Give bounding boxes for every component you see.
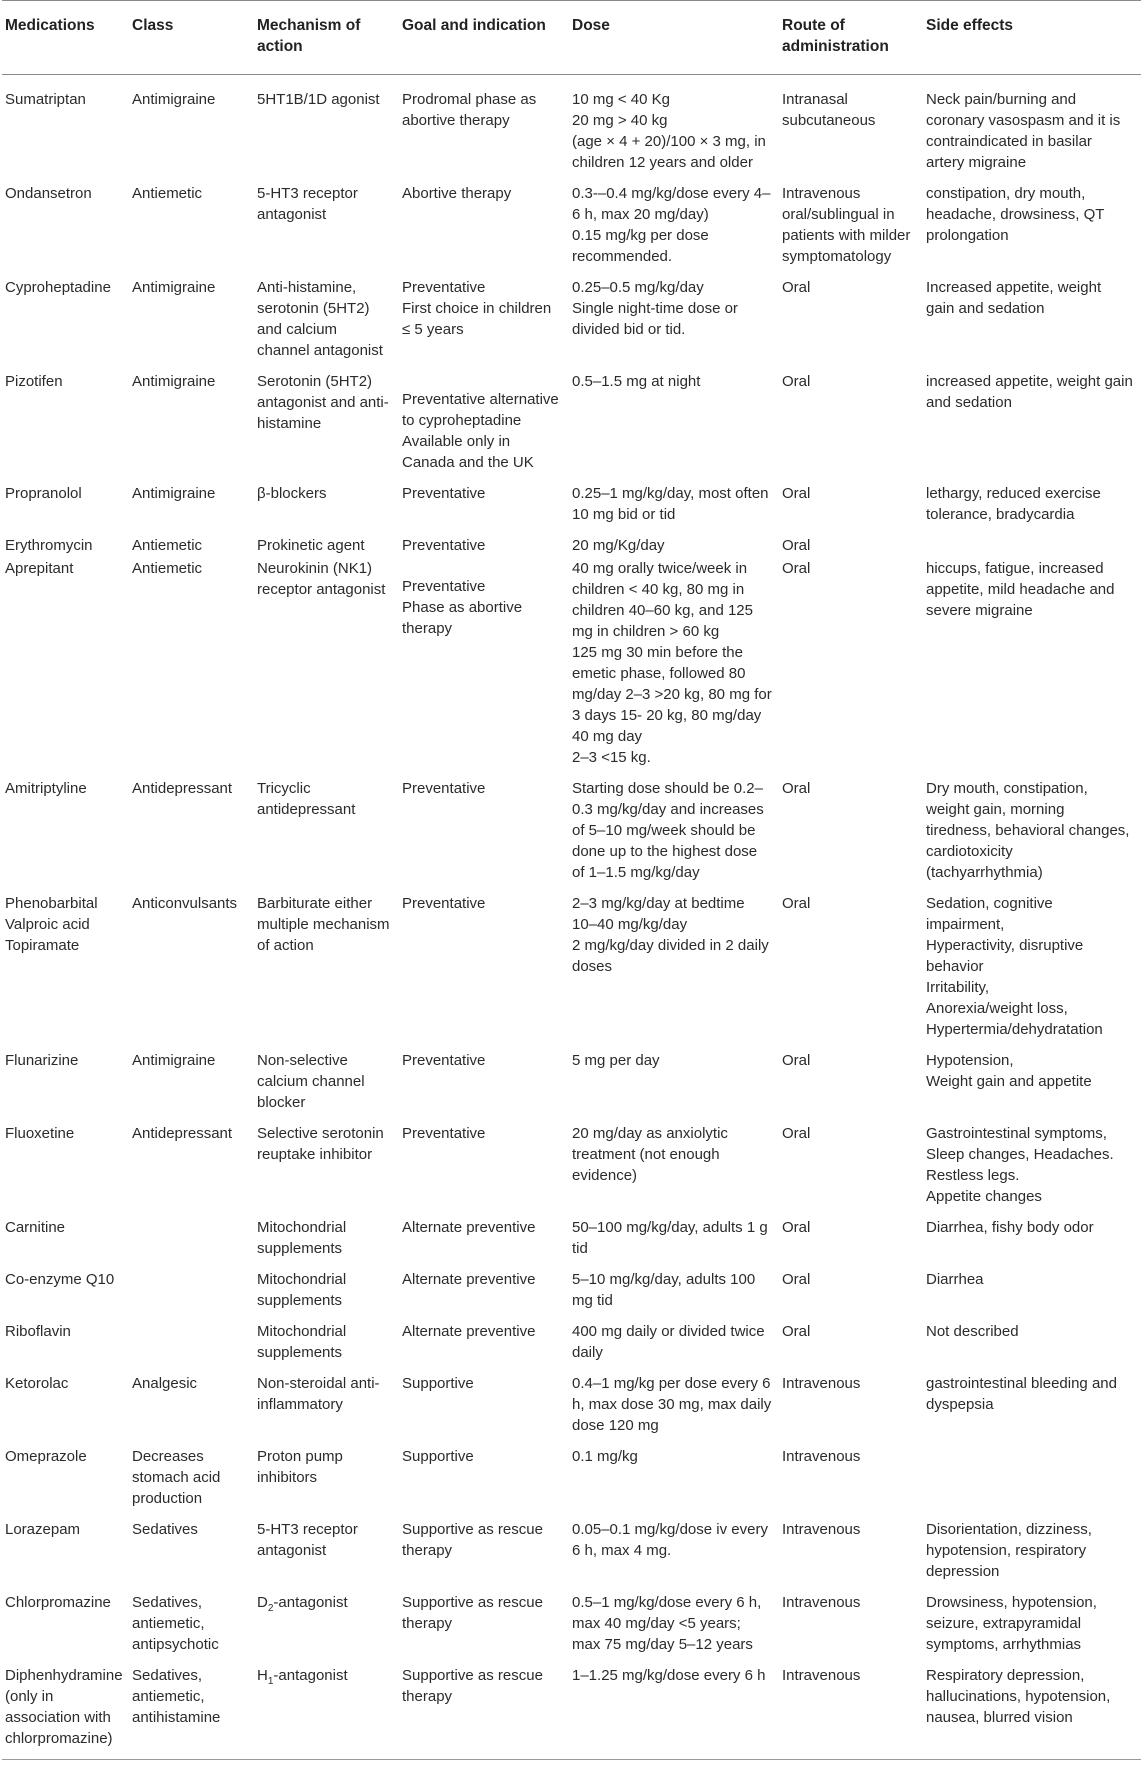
route-cell-text: Oral	[782, 1271, 811, 1288]
table-row	[2, 173, 1141, 267]
goal-cell-text: Supportive	[402, 1375, 474, 1392]
dose-cell-text: 2–3 mg/kg/day at bedtime 10–40 mg/kg/day 2 mg/kg/day divided in 2 daily doses	[572, 895, 769, 975]
goal-cell-text: Prodromal phase as abortive therapy	[402, 91, 537, 129]
mechanism-cell	[255, 75, 400, 174]
goal-cell-text: Alternate preventive	[402, 1219, 536, 1236]
goal-cell-text: Alternate preventive	[402, 1271, 536, 1288]
side-effects-cell	[924, 1207, 1141, 1259]
medication-cell-text: Flunarizine	[5, 1052, 79, 1069]
mechanism-cell	[255, 1363, 400, 1436]
goal-cell	[400, 883, 570, 1040]
side-effects-cell-text: constipation, dry mouth, headache, drowsiness, QT prolongation	[926, 185, 1105, 244]
class-cell	[130, 525, 255, 556]
route-cell	[780, 1436, 924, 1509]
class-cell	[130, 1207, 255, 1259]
goal-cell	[400, 473, 570, 525]
side-effects-cell-text: Not described	[926, 1323, 1019, 1340]
mechanism-cell	[255, 473, 400, 525]
dose-cell	[570, 473, 780, 525]
dose-cell	[570, 1436, 780, 1509]
class-cell-text: Antimigraine	[132, 373, 216, 390]
table-row	[2, 1259, 1141, 1311]
class-cell-text: Anticonvulsants	[132, 895, 238, 912]
table-row	[2, 1436, 1141, 1509]
route-cell	[780, 267, 924, 361]
medication-cell-text: Fluoxetine	[5, 1125, 75, 1142]
medication-cell	[2, 75, 130, 174]
class-cell-text: Decreases stomach acid production	[132, 1448, 221, 1507]
dose-cell-text: 40 mg orally twice/week in children < 40 kg, 80 mg in children 40–60 kg, and 125 mg in children > 60 kg 125 mg 30 min before the emetic phase, followed 80 mg/day 2–3 >20 kg, 80 mg for 3 days 15- 20 kg, 80 mg/day 40 mg day 2–3 <15 kg.	[572, 560, 772, 766]
mechanism-cell	[255, 1436, 400, 1509]
goal-cell-text: Preventative First choice in children ≤ 5 years	[402, 279, 552, 338]
class-cell	[130, 883, 255, 1040]
side-effects-cell-text: Sedation, cognitive impairment, Hyperactivity, disruptive behavior Irritability, Anorexia/weight loss, Hypertermia/dehydratation	[926, 895, 1103, 1038]
goal-cell	[400, 267, 570, 361]
medication-cell	[2, 1113, 130, 1207]
mechanism-cell-text: Non-selective calcium channel blocker	[257, 1052, 365, 1111]
class-cell	[130, 1040, 255, 1113]
goal-cell-text: Abortive therapy	[402, 185, 512, 202]
class-cell-text: Antimigraine	[132, 1052, 216, 1069]
route-cell	[780, 473, 924, 525]
mechanism-cell	[255, 1509, 400, 1582]
dose-cell-text: 400 mg daily or divided twice daily	[572, 1323, 765, 1361]
mechanism-cell	[255, 768, 400, 883]
header-row	[2, 1, 1141, 75]
dose-cell-text: 20 mg/day as anxiolytic treatment (not enough evidence)	[572, 1125, 728, 1184]
goal-cell-text: Preventative	[402, 895, 486, 912]
goal-cell	[400, 75, 570, 174]
class-cell	[130, 1655, 255, 1760]
mechanism-cell-text: $H_1$-antagonist	[257, 1667, 348, 1687]
mechanism-cell-text: Anti-histamine, serotonin (5HT2) and calcium channel antagonist	[257, 279, 383, 359]
route-cell-text: Oral	[782, 780, 811, 797]
table-row	[2, 361, 1141, 473]
dose-cell	[570, 1207, 780, 1259]
medication-cell-text: Omeprazole	[5, 1448, 87, 1465]
mechanism-cell	[255, 1655, 400, 1760]
medication-cell-text: Lorazepam	[5, 1521, 81, 1538]
route-cell	[780, 1259, 924, 1311]
mechanism-cell	[255, 1040, 400, 1113]
dose-cell	[570, 361, 780, 473]
route-cell	[780, 173, 924, 267]
mechanism-cell	[255, 1207, 400, 1259]
dose-cell	[570, 1655, 780, 1760]
route-cell	[780, 75, 924, 174]
dose-cell	[570, 1113, 780, 1207]
medication-cell	[2, 173, 130, 267]
route-cell-text: Intravenous	[782, 1448, 861, 1465]
goal-cell	[400, 1363, 570, 1436]
mechanism-cell-text: Serotonin (5HT2) antagonist and anti-histamine	[257, 373, 389, 432]
table-row	[2, 75, 1141, 174]
class-cell	[130, 1509, 255, 1582]
goal-cell-text: Preventative Phase as abortive therapy	[402, 578, 523, 637]
route-cell	[780, 883, 924, 1040]
mechanism-cell	[255, 1582, 400, 1655]
mechanism-cell-text: Prokinetic agent	[257, 537, 365, 554]
dose-cell	[570, 768, 780, 883]
side-effects-cell	[924, 1259, 1141, 1311]
header-goal: Goal and indication	[400, 1, 570, 75]
route-cell-text: Intravenous	[782, 1375, 861, 1392]
mechanism-cell-text: β-blockers	[257, 485, 327, 502]
medication-cell	[2, 473, 130, 525]
goal-cell	[400, 1311, 570, 1363]
side-effects-cell	[924, 1582, 1141, 1655]
header-route: Route of administration	[780, 1, 924, 75]
side-effects-cell	[924, 173, 1141, 267]
table-row	[2, 1113, 1141, 1207]
side-effects-cell	[924, 1363, 1141, 1436]
side-effects-cell	[924, 1655, 1141, 1760]
class-cell	[130, 1582, 255, 1655]
dose-cell-text: 0.4–1 mg/kg per dose every 6 h, max dose 30 mg, max daily dose 120 mg	[572, 1375, 772, 1434]
route-cell-text: Intravenous oral/sublingual in patients with milder symptomatology	[782, 185, 911, 265]
side-effects-cell	[924, 1509, 1141, 1582]
table-row	[2, 556, 1141, 768]
table-row	[2, 1040, 1141, 1113]
mechanism-cell-text: 5-HT3 receptor antagonist	[257, 1521, 358, 1559]
route-cell-text: Oral	[782, 279, 811, 296]
goal-cell	[400, 1436, 570, 1509]
mechanism-cell	[255, 883, 400, 1040]
dose-cell-text: 0.5–1 mg/kg/dose every 6 h, max 40 mg/day <5 years; max 75 mg/day 5–12 years	[572, 1594, 762, 1653]
side-effects-cell	[924, 883, 1141, 1040]
dose-cell-text: 5–10 mg/kg/day, adults 100 mg tid	[572, 1271, 756, 1309]
side-effects-cell-text: Dry mouth, constipation, weight gain, morning tiredness, behavioral changes, cardiotoxicity (tachyarrhythmia)	[926, 780, 1130, 881]
dose-cell-text: 0.5–1.5 mg at night	[572, 373, 701, 390]
goal-cell	[400, 556, 570, 768]
mechanism-cell	[255, 173, 400, 267]
medication-cell-text: Co-enzyme Q10	[5, 1271, 115, 1288]
dose-cell	[570, 1582, 780, 1655]
class-cell-text: Sedatives, antiemetic, antihistamine	[132, 1667, 221, 1726]
route-cell-text: Oral	[782, 1052, 811, 1069]
side-effects-cell-text: Diarrhea, fishy body odor	[926, 1219, 1094, 1236]
side-effects-cell	[924, 525, 1141, 556]
medication-cell-text: Sumatriptan	[5, 91, 86, 108]
goal-cell	[400, 361, 570, 473]
goal-cell	[400, 1259, 570, 1311]
goal-cell-text: Preventative	[402, 485, 486, 502]
dose-cell-text: 0.1 mg/kg	[572, 1448, 638, 1465]
goal-cell	[400, 1655, 570, 1760]
medication-cell-text: Aprepitant	[5, 560, 74, 577]
class-cell	[130, 1259, 255, 1311]
mechanism-cell	[255, 267, 400, 361]
route-cell-text: Intranasal subcutaneous	[782, 91, 876, 129]
table-row	[2, 1207, 1141, 1259]
table-row	[2, 1311, 1141, 1363]
header-dose: Dose	[570, 1, 780, 75]
medication-cell	[2, 1311, 130, 1363]
dose-cell	[570, 1363, 780, 1436]
class-cell	[130, 1436, 255, 1509]
class-cell	[130, 267, 255, 361]
route-cell	[780, 1311, 924, 1363]
route-cell-text: Oral	[782, 895, 811, 912]
dose-cell-text: 0.25–1 mg/kg/day, most often 10 mg bid or tid	[572, 485, 769, 523]
dose-cell-text: 0.25–0.5 mg/kg/day Single night-time dose or divided bid or tid.	[572, 279, 738, 338]
medication-cell	[2, 1363, 130, 1436]
header-medications: Medications	[2, 1, 130, 75]
goal-cell	[400, 1113, 570, 1207]
class-cell	[130, 768, 255, 883]
goal-cell	[400, 1207, 570, 1259]
medication-cell-text: Ketorolac	[5, 1375, 69, 1392]
table-body	[2, 75, 1141, 1760]
route-cell-text: Oral	[782, 1323, 811, 1340]
class-cell-text: Antidepressant	[132, 1125, 233, 1142]
class-cell-text: Antimigraine	[132, 91, 216, 108]
dose-cell-text: 1–1.25 mg/kg/dose every 6 h	[572, 1667, 766, 1684]
medication-cell	[2, 883, 130, 1040]
medication-cell-text: Carnitine	[5, 1219, 66, 1236]
side-effects-cell	[924, 361, 1141, 473]
medication-cell-text: Riboflavin	[5, 1323, 71, 1340]
medication-cell-text: Propranolol	[5, 485, 82, 502]
table-row	[2, 768, 1141, 883]
side-effects-cell-text: Diarrhea	[926, 1271, 984, 1288]
medication-cell	[2, 1040, 130, 1113]
dose-cell-text: 0.3-–0.4 mg/kg/dose every 4–6 h, max 20 mg/day) 0.15 mg/kg per dose recommended.	[572, 185, 771, 265]
route-cell	[780, 556, 924, 768]
medication-cell	[2, 556, 130, 768]
medication-cell	[2, 267, 130, 361]
table-row	[2, 473, 1141, 525]
dose-cell	[570, 1311, 780, 1363]
table-row	[2, 1655, 1141, 1760]
mechanism-cell-text: Tricyclic antidepressant	[257, 780, 356, 818]
side-effects-cell-text: Drowsiness, hypotension, seizure, extrapyramidal symptoms, arrhythmias	[926, 1594, 1097, 1653]
side-effects-cell	[924, 768, 1141, 883]
class-cell	[130, 1363, 255, 1436]
goal-cell-text: Preventative	[402, 537, 486, 554]
mechanism-cell-text: Mitochondrial supplements	[257, 1323, 347, 1361]
goal-cell	[400, 525, 570, 556]
table-row	[2, 1582, 1141, 1655]
class-cell-text: Analgesic	[132, 1375, 198, 1392]
goal-cell-text: Alternate preventive	[402, 1323, 536, 1340]
medication-cell	[2, 768, 130, 883]
goal-cell	[400, 1040, 570, 1113]
medication-cell-text: Cyproheptadine	[5, 279, 111, 296]
class-cell-text: Antiemetic	[132, 185, 203, 202]
route-cell	[780, 1655, 924, 1760]
dose-cell	[570, 75, 780, 174]
medication-cell-text: Ondansetron	[5, 185, 92, 202]
mechanism-cell-text: 5-HT3 receptor antagonist	[257, 185, 358, 223]
side-effects-cell	[924, 75, 1141, 174]
header-mechanism: Mechanism of action	[255, 1, 400, 75]
dose-cell	[570, 173, 780, 267]
table-row	[2, 883, 1141, 1040]
class-cell-text: Antimigraine	[132, 485, 216, 502]
dose-cell	[570, 1509, 780, 1582]
mechanism-cell-text: Barbiturate either multiple mechanism of action	[257, 895, 390, 954]
dose-cell-text: 50–100 mg/kg/day, adults 1 g tid	[572, 1219, 768, 1257]
goal-cell-text: Preventative	[402, 780, 486, 797]
side-effects-cell-text: Neck pain/burning and coronary vasospasm and it is contraindicated in basilar artery migraine	[926, 91, 1121, 171]
header-class: Class	[130, 1, 255, 75]
goal-cell-text: Supportive as rescue therapy	[402, 1521, 543, 1559]
medication-cell-text: Phenobarbital Valproic acid Topiramate	[5, 895, 98, 954]
route-cell	[780, 525, 924, 556]
class-cell	[130, 75, 255, 174]
side-effects-cell-text: increased appetite, weight gain and sedation	[926, 373, 1133, 411]
class-cell-text: Sedatives, antiemetic, antipsychotic	[132, 1594, 219, 1653]
class-cell-text: Antimigraine	[132, 279, 216, 296]
goal-cell-text: Preventative alternative to cyproheptadine Available only in Canada and the UK	[402, 391, 559, 471]
dose-cell	[570, 267, 780, 361]
route-cell	[780, 1582, 924, 1655]
header-side-effects: Side effects	[924, 1, 1141, 75]
dose-cell	[570, 1259, 780, 1311]
goal-cell	[400, 1582, 570, 1655]
goal-cell-text: Supportive	[402, 1448, 474, 1465]
class-cell	[130, 556, 255, 768]
medication-cell	[2, 1207, 130, 1259]
mechanism-cell	[255, 361, 400, 473]
goal-cell-text: Supportive as rescue therapy	[402, 1594, 543, 1632]
table-row	[2, 267, 1141, 361]
route-cell	[780, 768, 924, 883]
dose-cell-text: 5 mg per day	[572, 1052, 660, 1069]
side-effects-cell-text: Gastrointestinal symptoms, Sleep changes, Headaches. Restless legs. Appetite changes	[926, 1125, 1114, 1205]
route-cell	[780, 361, 924, 473]
dose-cell	[570, 525, 780, 556]
goal-cell	[400, 173, 570, 267]
medication-cell	[2, 525, 130, 556]
mechanism-cell-text: Neurokinin (NK1) receptor antagonist	[257, 560, 386, 598]
dose-cell-text: Starting dose should be 0.2–0.3 mg/kg/day and increases of 5–10 mg/week should be done up to the highest dose of 1–1.5 mg/kg/day	[572, 780, 764, 881]
class-cell	[130, 361, 255, 473]
goal-cell-text: Supportive as rescue therapy	[402, 1667, 543, 1705]
medication-cell	[2, 1436, 130, 1509]
side-effects-cell	[924, 1113, 1141, 1207]
mechanism-cell	[255, 1113, 400, 1207]
mechanism-cell-text: Proton pump inhibitors	[257, 1448, 343, 1486]
mechanism-cell	[255, 556, 400, 768]
side-effects-cell-text: Hypotension, Weight gain and appetite	[926, 1052, 1092, 1090]
side-effects-cell-text: lethargy, reduced exercise tolerance, bradycardia	[926, 485, 1101, 523]
route-cell-text: Oral	[782, 485, 811, 502]
dose-cell	[570, 1040, 780, 1113]
route-cell-text: Oral	[782, 537, 811, 554]
side-effects-cell	[924, 1436, 1141, 1509]
medication-cell-text: Pizotifen	[5, 373, 63, 390]
class-cell-text: Sedatives	[132, 1521, 198, 1538]
route-cell-text: Oral	[782, 1125, 811, 1142]
route-cell-text: Oral	[782, 373, 811, 390]
medication-cell	[2, 361, 130, 473]
route-cell	[780, 1113, 924, 1207]
mechanism-cell-text: 5HT1B/1D agonist	[257, 91, 380, 108]
side-effects-cell	[924, 1040, 1141, 1113]
medication-cell-text: Erythromycin	[5, 537, 93, 554]
side-effects-cell-text: hiccups, fatigue, increased appetite, mild headache and severe migraine	[926, 560, 1115, 619]
mechanism-cell-text: Mitochondrial supplements	[257, 1219, 347, 1257]
side-effects-cell-text: Disorientation, dizziness, hypotension, respiratory depression	[926, 1521, 1092, 1580]
class-cell	[130, 1311, 255, 1363]
mechanism-cell	[255, 1259, 400, 1311]
side-effects-cell-text: Respiratory depression, hallucinations, hypotension, nausea, blurred vision	[926, 1667, 1111, 1726]
class-cell	[130, 473, 255, 525]
goal-cell-text: Preventative	[402, 1052, 486, 1069]
route-cell	[780, 1040, 924, 1113]
class-cell-text: Antiemetic	[132, 560, 203, 577]
dose-cell-text: 10 mg < 40 Kg 20 mg > 40 kg (age × 4 + 20)/100 × 3 mg, in children 12 years and older	[572, 91, 766, 171]
table-row	[2, 1509, 1141, 1582]
route-cell	[780, 1509, 924, 1582]
goal-cell	[400, 768, 570, 883]
class-cell	[130, 173, 255, 267]
medication-cell	[2, 1259, 130, 1311]
side-effects-cell	[924, 1311, 1141, 1363]
dose-cell-text: 0.05–0.1 mg/kg/dose iv every 6 h, max 4 mg.	[572, 1521, 768, 1559]
mechanism-cell-text: Mitochondrial supplements	[257, 1271, 347, 1309]
route-cell	[780, 1207, 924, 1259]
dose-cell	[570, 556, 780, 768]
side-effects-cell	[924, 556, 1141, 768]
medication-cell-text: Diphenhydramine (only in association with chlorpromazine)	[5, 1667, 123, 1747]
goal-cell-text: Preventative	[402, 1125, 486, 1142]
dose-cell	[570, 883, 780, 1040]
side-effects-cell	[924, 473, 1141, 525]
route-cell	[780, 1363, 924, 1436]
medication-cell	[2, 1655, 130, 1760]
mechanism-cell-text: Non-steroidal anti-inflammatory	[257, 1375, 380, 1413]
medication-cell-text: Amitriptyline	[5, 780, 87, 797]
goal-cell	[400, 1509, 570, 1582]
route-cell-text: Oral	[782, 1219, 811, 1236]
class-cell-text: Antiemetic	[132, 537, 203, 554]
route-cell-text: Intravenous	[782, 1667, 861, 1684]
table-header	[2, 1, 1141, 75]
side-effects-cell	[924, 267, 1141, 361]
side-effects-cell-text: Increased appetite, weight gain and sedation	[926, 279, 1102, 317]
dose-cell-text: 20 mg/Kg/day	[572, 537, 665, 554]
medication-cell-text: Chlorpromazine	[5, 1594, 111, 1611]
route-cell-text: Intravenous	[782, 1521, 861, 1538]
route-cell-text: Oral	[782, 560, 811, 577]
table-row	[2, 1363, 1141, 1436]
route-cell-text: Intravenous	[782, 1594, 861, 1611]
medications-table	[2, 0, 1141, 1760]
mechanism-cell	[255, 1311, 400, 1363]
class-cell-text: Antidepressant	[132, 780, 233, 797]
side-effects-cell-text: gastrointestinal bleeding and dyspepsia	[926, 1375, 1117, 1413]
class-cell	[130, 1113, 255, 1207]
mechanism-cell	[255, 525, 400, 556]
mechanism-cell-text: Selective serotonin reuptake inhibitor	[257, 1125, 384, 1163]
mechanism-cell-text: $D_2$-antagonist	[257, 1594, 348, 1614]
medication-cell	[2, 1509, 130, 1582]
table-row	[2, 525, 1141, 556]
medication-cell	[2, 1582, 130, 1655]
